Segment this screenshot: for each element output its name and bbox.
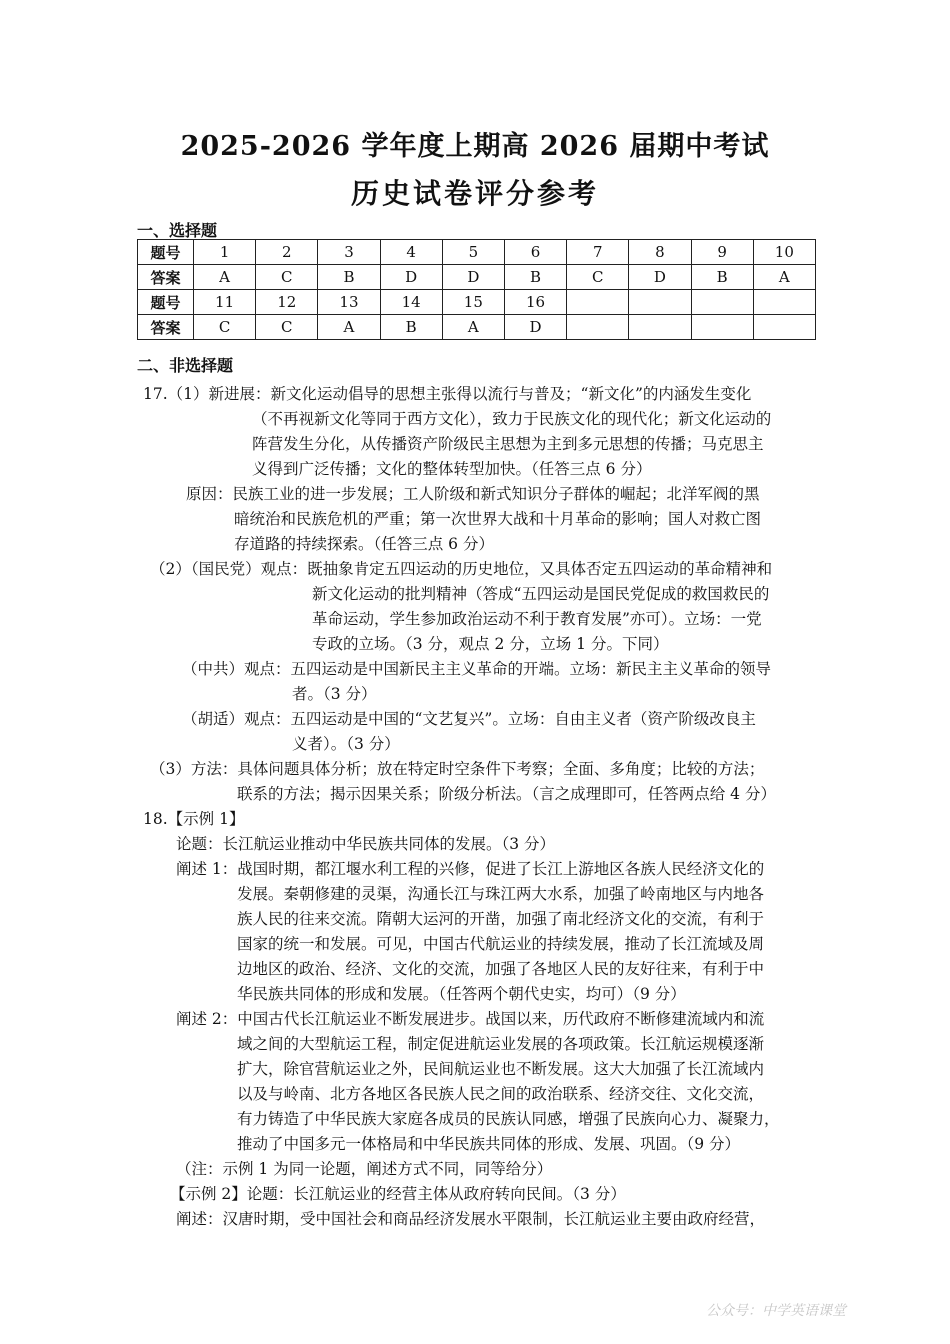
answer-cell xyxy=(567,315,629,340)
answer-line: 17.（1）新进展：新文化运动倡导的思想主张得以流行与普及；“新文化”的内涵发生变化 xyxy=(143,385,752,403)
answer-line: 推动了中国多元一体格局和中华民族共同体的形成、发展、巩固。（9 分） xyxy=(237,1135,741,1153)
table-row xyxy=(138,315,816,340)
answer-cell: D xyxy=(380,265,442,290)
answer-line: （中共）观点：五四运动是中国新民主主义革命的开端。立场：新民主主义革命的领导 xyxy=(182,660,772,678)
answer-line: 有力铸造了中华民族大家庭各成员的民族认同感，增强了民族向心力、凝聚力， xyxy=(237,1110,780,1128)
section-choice-heading: 一、选择题 xyxy=(137,221,218,240)
row-label-question: 题号 xyxy=(138,240,194,265)
answer-line: （2）（国民党）观点：既抽象肯定五四运动的历史地位，又具体否定五四运动的革命精神和 xyxy=(150,560,773,578)
answer-table xyxy=(137,239,816,340)
answer-cell: B xyxy=(504,265,566,290)
table-row xyxy=(138,290,816,315)
answer-line: （胡适）观点：五四运动是中国的“文艺复兴”。立场：自由主义者（资产阶级改良主 xyxy=(182,710,756,728)
answer-line: 者。（3 分） xyxy=(292,685,377,703)
answer-line: 阐述 2：中国古代长江航运业不断发展进步。战国以来，历代政府不断修建流域内和流 xyxy=(176,1010,765,1028)
question-number: 15 xyxy=(442,290,504,315)
answer-line: 18.【示例 1】 xyxy=(143,810,245,828)
answer-line: 华民族共同体的形成和发展。（任答两个朝代史实，均可）（9 分） xyxy=(237,985,686,1003)
answer-line: 阐述：汉唐时期，受中国社会和商品经济发展水平限制，长江航运业主要由政府经营， xyxy=(176,1210,766,1228)
question-number: 12 xyxy=(256,290,318,315)
answer-line: 族人民的往来交流。隋朝大运河的开凿，加强了南北经济文化的交流，有利于 xyxy=(237,910,765,928)
answer-line: 新文化运动的批判精神（答成“五四运动是国民党促成的救国救民的 xyxy=(312,585,770,603)
row-label-answer: 答案 xyxy=(138,265,194,290)
answer-line: 国家的统一和发展。可见，中国古代航运业的持续发展，推动了长江流域及周 xyxy=(237,935,765,953)
answer-line: 【示例 2】论题：长江航运业的经营主体从政府转向民间。（3 分） xyxy=(170,1185,626,1203)
answer-line: 发展。秦朝修建的灵渠，沟通长江与珠江两大水系，加强了岭南地区与内地各 xyxy=(237,885,765,903)
answer-line: 专政的立场。（3 分，观点 2 分，立场 1 分。下同） xyxy=(312,635,669,653)
question-number: 14 xyxy=(380,290,442,315)
answer-cell: B xyxy=(380,315,442,340)
answer-cell: C xyxy=(256,315,318,340)
answer-line: （注：示例 1 为同一论题，阐述方式不同，同等给分） xyxy=(176,1160,553,1178)
question-number xyxy=(629,290,691,315)
exam-title: 2025-2026 学年度上期高 2026 届期中考试 xyxy=(180,131,770,162)
answer-cell: C xyxy=(567,265,629,290)
question-number xyxy=(691,290,753,315)
question-number: 5 xyxy=(442,240,504,265)
exam-subtitle: 历史试卷评分参考 xyxy=(350,177,599,210)
question-number: 13 xyxy=(318,290,380,315)
answer-cell: B xyxy=(691,265,753,290)
answer-cell: A xyxy=(753,265,815,290)
answer-line: 革命运动，学生参加政治运动不利于教育发展”亦可）。立场：一党 xyxy=(312,610,762,628)
answer-line: 义得到广泛传播；文化的整体转型加快。（任答三点 6 分） xyxy=(252,460,652,478)
answer-line: 义者）。（3 分） xyxy=(292,735,400,753)
question-number xyxy=(567,290,629,315)
answer-cell: A xyxy=(442,315,504,340)
table-row xyxy=(138,265,816,290)
question-number: 3 xyxy=(318,240,380,265)
answer-cell: D xyxy=(504,315,566,340)
answer-cell: A xyxy=(194,265,256,290)
answer-cell xyxy=(691,315,753,340)
question-number: 4 xyxy=(380,240,442,265)
row-label-answer: 答案 xyxy=(138,315,194,340)
answer-line: （不再视新文化等同于西方文化），致力于民族文化的现代化；新文化运动的 xyxy=(252,410,772,428)
answer-line: 存道路的持续探索。（任答三点 6 分） xyxy=(234,535,494,553)
answer-cell xyxy=(629,315,691,340)
question-number xyxy=(753,290,815,315)
row-label-question: 题号 xyxy=(138,290,194,315)
answer-cell: D xyxy=(442,265,504,290)
answer-line: 阵营发生分化，从传播资产阶级民主思想为主到多元思想的传播；马克思主 xyxy=(252,435,764,453)
answer-cell: C xyxy=(256,265,318,290)
question-number: 2 xyxy=(256,240,318,265)
answer-line: 联系的方法；揭示因果关系；阶级分析法。（言之成理即可，任答两点给 4 分） xyxy=(237,785,776,803)
answer-cell: A xyxy=(318,315,380,340)
question-number: 11 xyxy=(194,290,256,315)
answer-line: 原因：民族工业的进一步发展；工人阶级和新式知识分子群体的崛起；北洋军阀的黑 xyxy=(186,485,760,503)
question-number: 16 xyxy=(504,290,566,315)
answer-line: 扩大，除官营航运业之外，民间航运业也不断发展。这大大加强了长江流域内 xyxy=(237,1060,765,1078)
answer-line: 边地区的政治、经济、文化的交流，加强了各地区人民的友好往来，有利于中 xyxy=(237,960,765,978)
question-number: 10 xyxy=(753,240,815,265)
table-row xyxy=(138,240,816,265)
question-number: 6 xyxy=(504,240,566,265)
answer-line: 阐述 1：战国时期，都江堰水利工程的兴修，促进了长江上游地区各族人民经济文化的 xyxy=(176,860,765,878)
question-number: 8 xyxy=(629,240,691,265)
answer-line: （3）方法：具体问题具体分析；放在特定时空条件下考察；全面、多角度；比较的方法； xyxy=(150,760,765,778)
question-number: 1 xyxy=(194,240,256,265)
answer-cell: B xyxy=(318,265,380,290)
answer-line: 以及与岭南、北方各地区各民族人民之间的政治联系、经济交往、文化交流， xyxy=(237,1085,765,1103)
answer-line: 域之间的大型航运工程，制定促进航运业发展的各项政策。长江航运规模逐渐 xyxy=(237,1035,765,1053)
question-number: 9 xyxy=(691,240,753,265)
answer-cell: C xyxy=(194,315,256,340)
answer-line: 暗统治和民族危机的严重；第一次世界大战和十月革命的影响；国人对救亡图 xyxy=(234,510,762,528)
section-nonchoice-heading: 二、非选择题 xyxy=(137,356,234,375)
answer-line: 论题：长江航运业推动中华民族共同体的发展。（3 分） xyxy=(176,835,556,853)
watermark-text: 公众号：中学英语课堂 xyxy=(706,1303,846,1319)
question-number: 7 xyxy=(567,240,629,265)
answer-cell: D xyxy=(629,265,691,290)
answer-cell xyxy=(753,315,815,340)
